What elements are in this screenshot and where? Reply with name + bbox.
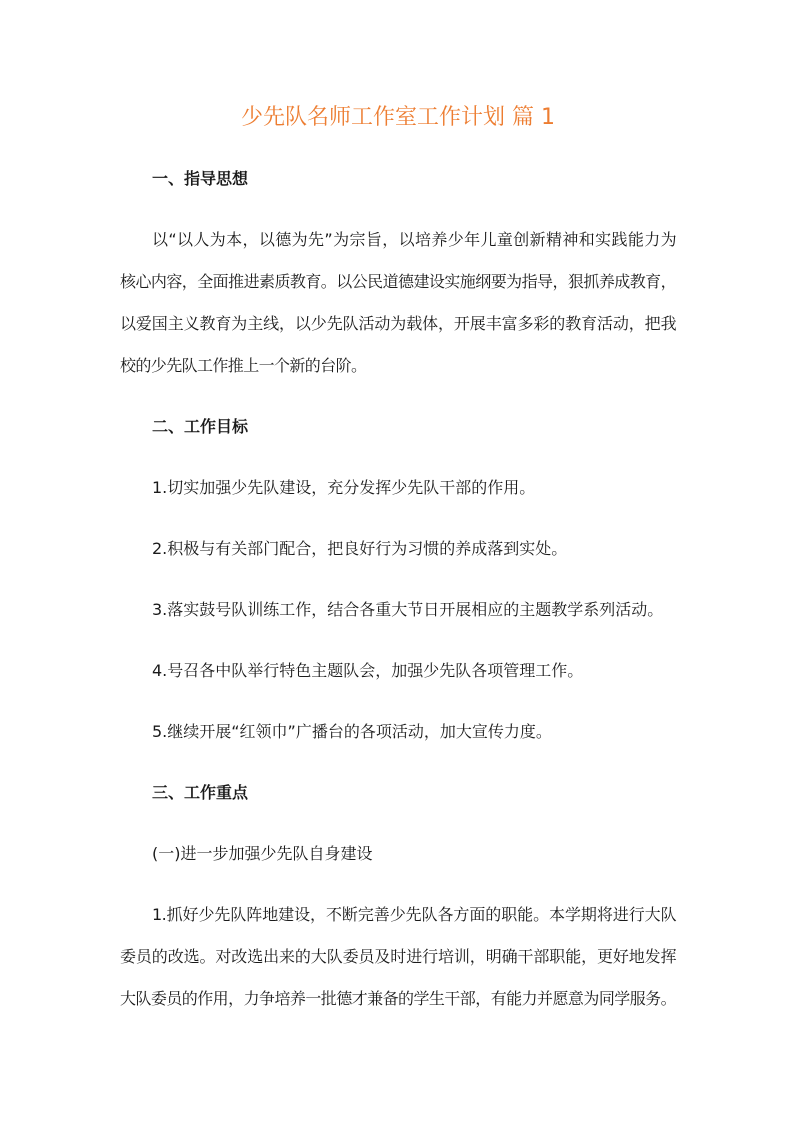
paragraph-line: 大队委员的作用，力争培养一批德才兼备的学生干部，有能力并愿意为同学服务。 <box>120 989 676 1008</box>
paragraph-line: 校的少先队工作推上一个新的台阶。 <box>120 356 367 375</box>
goal-item: 2.积极与有关部门配合，把良好行为习惯的养成落到实处。 <box>152 539 568 558</box>
subsection-heading: (一)进一步加强少先队自身建设 <box>152 844 373 863</box>
goal-item: 3.落实鼓号队训练工作，结合各重大节日开展相应的主题教学系列活动。 <box>152 600 664 619</box>
paragraph-line: 委员的改选。对改选出来的大队委员及时进行培训，明确干部职能，更好地发挥 <box>120 947 676 966</box>
section-heading: 一、指导思想 <box>152 169 249 188</box>
section-heading: 二、工作目标 <box>152 417 249 436</box>
goal-item: 1.切实加强少先队建设，充分发挥少先队干部的作用。 <box>152 478 536 497</box>
paragraph-line: 以爱国主义教育为主线，以少先队活动为载体，开展丰富多彩的教育活动，把我 <box>120 314 676 333</box>
paragraph <box>120 219 676 387</box>
section-guiding-ideology <box>120 158 676 387</box>
section-work-goals <box>120 406 676 753</box>
section-work-focus <box>120 772 676 1020</box>
document-title: 少先队名师工作室工作计划 篇 1 <box>241 105 555 130</box>
paragraph-line: 1.抓好少先队阵地建设，不断完善少先队各方面的职能。本学期将进行大队 <box>152 905 676 924</box>
paragraph-line: 以“以人为本，以德为先”为宗旨，以培养少年儿童创新精神和实践能力为 <box>152 230 676 249</box>
goal-item: 4.号召各中队举行特色主题队会，加强少先队各项管理工作。 <box>152 661 584 680</box>
section-heading: 三、工作重点 <box>152 783 249 802</box>
goal-item: 5.继续开展“红领巾”广播台的各项活动，加大宣传力度。 <box>152 722 552 741</box>
paragraph-line: 核心内容，全面推进素质教育。以公民道德建设实施纲要为指导，狠抓养成教育， <box>120 272 676 291</box>
paragraph <box>120 894 676 1020</box>
